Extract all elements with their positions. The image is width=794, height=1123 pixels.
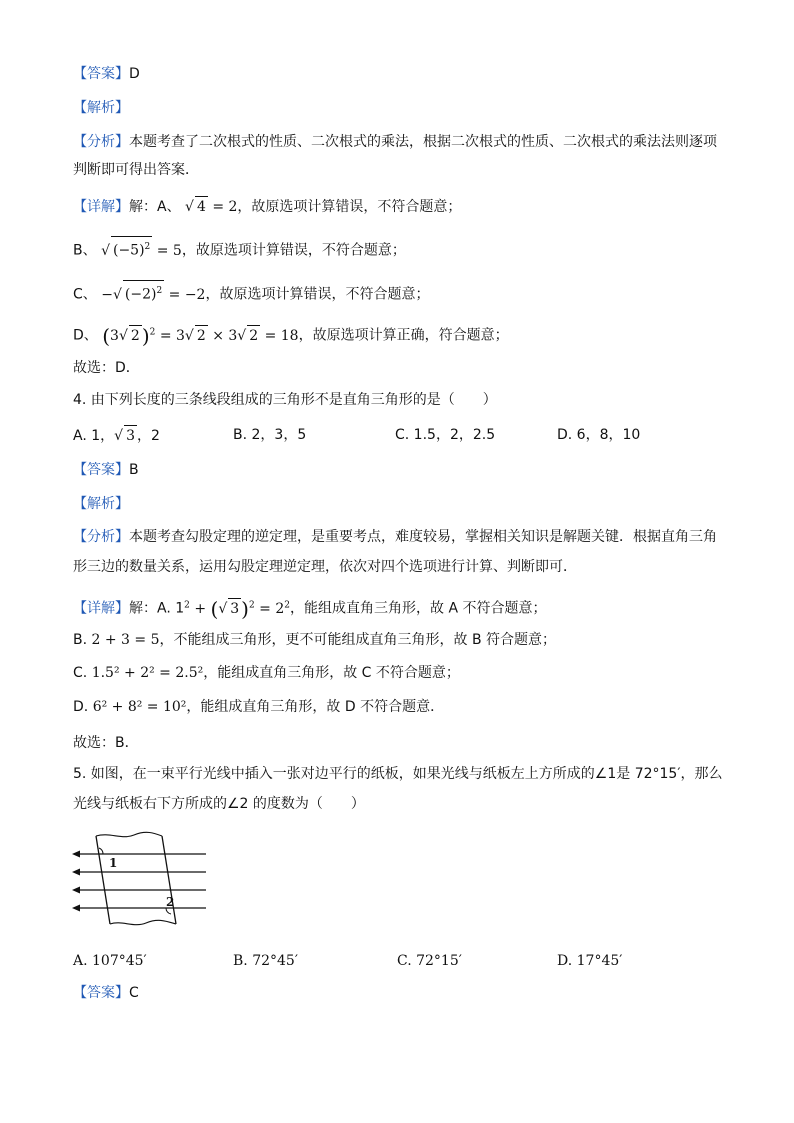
fenxi-tag: 【分析】: [73, 529, 129, 545]
q4-detail-a: [73, 595, 546, 619]
detail-prefix: B、: [73, 242, 97, 259]
q4-stem: 4. 由下列长度的三条线段组成的三角形不是直角三角形的是（ ）: [73, 392, 497, 408]
fenxi-text: 本题考查勾股定理的逆定理，是重要考点，难度较易，掌握相关知识是解题关键．根据直角三角: [129, 529, 717, 545]
sqrt-expression: √ $(-5)^2 = 5$: [101, 243, 182, 259]
q3-detail-b: [73, 236, 406, 261]
answer-tag: 【答案】: [73, 985, 129, 1001]
answer-tag: 【答案】: [73, 462, 129, 478]
q4-option-b: B. 2，3，5: [233, 427, 307, 443]
xiangjie-tag: 【详解】: [73, 199, 129, 215]
q5-answer-line: [73, 983, 139, 1003]
detail-prefix: 解：A、: [129, 199, 181, 215]
q4-detail-d: D. 6² + 8² = 10²，能组成直角三角形，故 D 不符合题意．: [73, 699, 445, 715]
q4-option-a: A. 1，√ 3 ，2: [73, 425, 160, 446]
answer-value: C: [129, 985, 139, 1001]
sqrt-expression: −√ $(-2)^2 = -2$: [101, 287, 205, 303]
detail-text: ，故原选项计算错误，不符合题意；: [205, 286, 430, 303]
q5-stem-line-1: 5. 如图，在一束平行光线中插入一张对边平行的纸板，如果光线与纸板左上方所成的∠1是 72°15′，那么: [73, 766, 723, 782]
analysis-tag: 【解析】: [73, 100, 129, 116]
q5-option-b: B. 72°45′: [233, 953, 298, 969]
answer-value: D: [129, 66, 140, 82]
board-left-edge: [96, 836, 110, 924]
analysis-tag: 【解析】: [73, 496, 129, 512]
q4-analysis-heading: [73, 494, 129, 514]
detail-text: ，能组成直角三角形，故 A 不符合题意；: [290, 600, 547, 617]
q5-option-c: C. 72°15′: [397, 953, 462, 969]
fenxi-text-cont: 形三边的数量关系，运用勾股定理逆定理，依次对四个选项进行计算、判断即可．: [73, 559, 577, 575]
parallel-light-figure: [70, 830, 210, 930]
q3-conclusion: 故选：D．: [73, 360, 140, 376]
sqrt-expression: √ 4 = 2: [185, 199, 237, 215]
fenxi-tag: 【分析】: [73, 134, 129, 150]
detail-text: ，故原选项计算错误，不符合题意；: [181, 242, 406, 259]
q4-conclusion: 故选：B．: [73, 735, 139, 751]
q3-answer-line: [73, 64, 140, 84]
q3-fenxi-line-2: [73, 160, 199, 180]
board-right-edge: [162, 836, 176, 924]
answer-tag: 【答案】: [73, 66, 129, 82]
fenxi-text: 本题考查了二次根式的性质、二次根式的乘法，根据二次根式的性质、二次根式的乘法法则逐项: [129, 134, 717, 150]
fenxi-text-cont: 判断即可得出答案．: [73, 162, 199, 178]
q4-detail-c: C. 1.5² + 2² = 2.5²，能组成直角三角形，故 C 不符合题意；: [73, 665, 460, 681]
board-bottom-edge: [110, 920, 176, 924]
arrow-left-icon: [72, 851, 80, 858]
q3-analysis-heading: [73, 98, 129, 118]
q4-fenxi-line-1: [73, 527, 717, 547]
math-expression: (3√ 2 )$^2$ = 3√ 2 × 3√ 2 = 18: [102, 323, 299, 348]
angle-2-label: 2: [166, 895, 175, 909]
board-top-edge: [96, 832, 162, 836]
q3-detail-c: [73, 280, 429, 305]
q3-detail-a: [73, 196, 461, 217]
xiangjie-tag: 【详解】: [73, 600, 129, 617]
q4-option-c: C. 1.5，2，2.5: [395, 427, 496, 443]
q5-option-a: A. 107°45′: [73, 953, 147, 969]
answer-value: B: [129, 462, 139, 478]
detail-prefix: 解：A. 1: [129, 600, 185, 617]
detail-text: ，故原选项计算正确，符合题意；: [298, 327, 509, 344]
angle-1-label: 1: [109, 856, 118, 870]
q4-fenxi-line-2: [73, 557, 577, 577]
detail-prefix: C、: [73, 286, 97, 303]
math-expression: $^2$ + (√ 3 )$^2 = 2^2$: [184, 596, 290, 621]
detail-text: ，故原选项计算错误，不符合题意；: [237, 199, 462, 215]
q5-option-d: D. 17°45′: [557, 953, 623, 969]
light-rays: [72, 851, 206, 912]
q4-answer-line: [73, 460, 139, 480]
q5-stem-line-2: 光线与纸板右下方所成的∠2 的度数为（ ）: [73, 796, 365, 812]
arrow-left-icon: [72, 887, 80, 894]
arrow-left-icon: [72, 905, 80, 912]
detail-prefix: D、: [73, 327, 98, 344]
q4-detail-b: B. 2 + 3 = 5，不能组成三角形，更不可能组成直角三角形，故 B 符合题意；: [73, 632, 557, 648]
q4-option-d: D. 6，8，10: [557, 427, 641, 443]
q3-detail-d: [73, 322, 509, 346]
angle-1-arc: [99, 848, 103, 854]
arrow-left-icon: [72, 869, 80, 876]
q3-fenxi-line-1: [73, 132, 717, 152]
